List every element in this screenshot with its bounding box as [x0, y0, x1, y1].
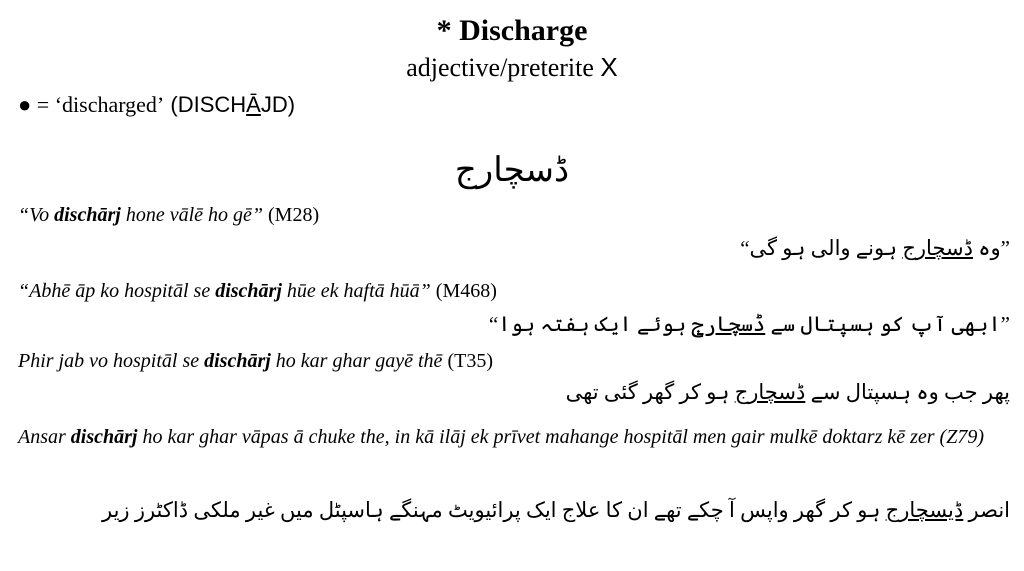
example-transliteration: Ansar dischārj ho kar ghar vāpas ā chuke the, in kā ilāj ek prīvet mahange hospitāl men gair mulkē doktarz kē zer (Z79) [18, 426, 984, 448]
example-keyword: dischārj [54, 204, 121, 226]
part-of-speech-label: adjective/preterite [406, 53, 594, 82]
example-keyword: dischārj [70, 426, 138, 448]
part-of-speech [0, 52, 1024, 83]
example-keyword: dischārj [215, 280, 282, 302]
example-urdu-keyword: ڈسچارج [902, 236, 973, 260]
headword-urdu: ڈسچارج [454, 152, 570, 189]
example-keyword: dischārj [204, 350, 271, 372]
example-source: (T35) [442, 350, 493, 372]
example-transliteration: Phir jab vo hospitāl se dischārj ho kar ghar gayē thē (T35) [18, 350, 493, 372]
example-source: (M28) [263, 204, 320, 226]
example-urdu-keyword: ڈسچارج [691, 312, 766, 336]
example-transliteration: “Abhē āp ko hospitāl se dischārj hūe ek haftā hūā” (M468) [18, 280, 497, 302]
example-source: (M468) [430, 280, 497, 302]
stressed-vowel: Ā [246, 92, 261, 117]
definition-gloss: ● = ‘discharged’ [18, 92, 165, 117]
example-urdu-keyword: ڈیسچارج [885, 498, 964, 522]
part-of-speech-mark: X [600, 52, 618, 82]
example-urdu: پھر جب وہ ہسپتال سے ڈسچارج ہو کر گھر گئی تھی [565, 380, 1010, 404]
pronunciation: (DISCHĀJD) [164, 92, 296, 117]
example-source: (Z79) [934, 426, 984, 448]
example-urdu: ”وہ ڈسچارج ہونے والی ہو گی“ [740, 236, 1010, 260]
example-transliteration: “Vo dischārj hone vālē ho gē” (M28) [18, 204, 320, 226]
example-urdu: ”ابھی آپ کو ہسپتال سے ڈسچارج ہوئے ایک ہفتہ ہوا“ [488, 312, 1010, 336]
entry-title: * Discharge [436, 14, 588, 47]
example-urdu-keyword: ڈسچارج [734, 380, 806, 404]
definition-line [18, 92, 295, 118]
example-urdu: انصر ڈیسچارج ہو کر گھر واپس آ چکے تھے ان کا علاج ایک پرائیویٹ مہنگے ہاسپٹل میں غیر ملکی ڈاکٹرز زیر [102, 498, 1010, 522]
